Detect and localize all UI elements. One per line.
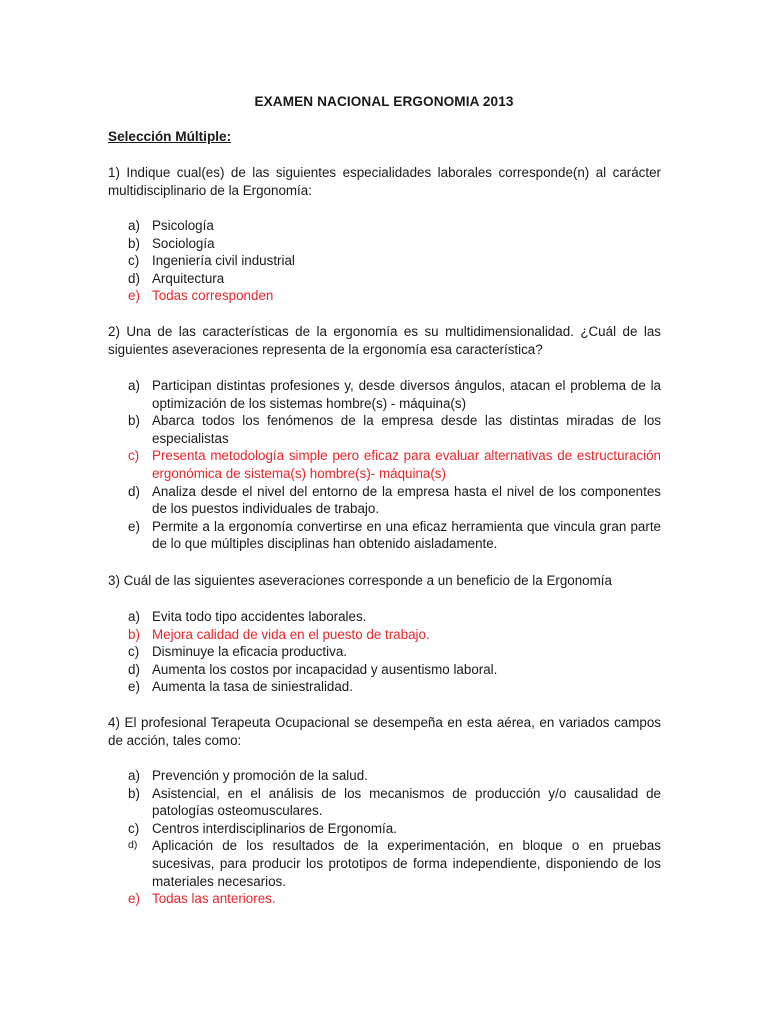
option-text: Mejora calidad de vida en el puesto de trabajo. (152, 626, 430, 642)
option-text: Ingeniería civil industrial (152, 253, 295, 269)
option-letter: c) (128, 820, 140, 836)
question-3-option-a (128, 608, 661, 626)
option-letter: a) (128, 218, 140, 233)
question-4-option-c (128, 820, 661, 838)
option-text: Prevención y promoción de la salud. (152, 768, 368, 783)
question-3-text: 3) Cuál de las siguientes aseveraciones corresponde a un beneficio de la Ergonomía (108, 573, 612, 588)
option-letter: d) (128, 483, 140, 499)
option-text: Sociología (152, 235, 215, 251)
question-1-option-c (128, 252, 661, 270)
question-1-option-e (128, 287, 661, 305)
option-text: Aumenta los costos por incapacidad y ausentismo laboral. (152, 661, 498, 677)
option-text: Aplicación de los resultados de la experimentación, en bloque o en pruebas sucesivas, para producir los prototipos de forma independiente, disponiendo de los materiales necesarios. (152, 838, 661, 889)
option-text: Psicología (152, 218, 214, 233)
option-text: Participan distintas profesiones y, desde diversos ángulos, atacan el problema de la optimización de los sistemas hombre(s) - máquina(s) (152, 378, 661, 411)
option-letter: e) (128, 288, 140, 304)
option-text: Disminuye la eficacia productiva. (152, 644, 347, 660)
question-1-text: 1) Indique cual(es) de las siguientes especialidades laborales corresponde(n) al carácter multidisciplinario de la Ergonomía: (108, 165, 661, 198)
option-text: Todas las anteriores. (152, 891, 276, 907)
question-3-options (128, 608, 661, 696)
question-4-option-e (128, 890, 661, 908)
question-2-option-a (128, 377, 661, 412)
question-2-options (128, 377, 661, 553)
option-text: Centros interdisciplinarios de Ergonomía. (152, 820, 397, 836)
option-letter: d) (128, 839, 138, 852)
question-4-option-d (128, 837, 661, 890)
question-1-option-a (128, 217, 661, 235)
option-letter: d) (128, 661, 140, 677)
question-2-text: 2) Una de las características de la ergonomía es su multidimensionalidad. ¿Cuál de las siguientes aseveraciones representa de la ergonomía esa característica? (108, 324, 661, 357)
option-letter: c) (128, 448, 140, 464)
question-2-option-d (128, 483, 661, 518)
question-2-option-e (128, 518, 661, 553)
question-2-option-c (128, 447, 661, 482)
option-letter: c) (128, 644, 140, 660)
question-3-option-e (128, 678, 661, 696)
question-1-option-d (128, 270, 661, 288)
question-2-option-b (128, 412, 661, 447)
question-4-options (128, 767, 661, 908)
question-1-options (128, 217, 661, 305)
option-letter: a) (128, 609, 140, 624)
page-title: EXAMEN NACIONAL ERGONOMIA 2013 (254, 94, 514, 109)
option-letter: d) (128, 270, 140, 286)
question-3-option-c (128, 643, 661, 661)
option-letter: b) (128, 785, 140, 801)
option-text: Arquitectura (152, 270, 225, 286)
option-letter: a) (128, 768, 140, 783)
option-letter: b) (128, 413, 140, 429)
option-text: Abarca todos los fenómenos de la empresa desde las distintas miradas de los especialistas (152, 413, 661, 446)
question-3-option-b (128, 626, 661, 644)
option-text: Presenta metodología simple pero eficaz para evaluar alternativas de estructuración ergonómica de sistema(s) hombre(s)- máquina(s) (152, 448, 661, 481)
question-3-option-d (128, 661, 661, 679)
question-1-option-b (128, 235, 661, 253)
question-4-option-b (128, 785, 661, 820)
option-letter: e) (128, 518, 140, 534)
option-text: Asistencial, en el análisis de los mecanismos de producción y/o causalidad de patologías osteomusculares. (152, 785, 661, 819)
option-text: Todas corresponden (152, 288, 274, 304)
option-letter: a) (128, 378, 140, 393)
option-text: Evita todo tipo accidentes laborales. (152, 609, 367, 624)
option-text: Analiza desde el nivel del entorno de la empresa hasta el nivel de los componentes de los puestos individuales de trabajo. (152, 483, 661, 517)
option-letter: e) (128, 679, 140, 695)
question-4-option-a (128, 767, 661, 785)
option-letter: c) (128, 253, 140, 269)
option-letter: b) (128, 235, 140, 251)
option-letter: b) (128, 626, 140, 642)
question-4-text: 4) El profesional Terapeuta Ocupacional se desempeña en esta aérea, en variados campos de acción, tales como: (108, 715, 661, 748)
option-letter: e) (128, 891, 140, 907)
section-heading: Selección Múltiple: (108, 129, 232, 144)
option-text: Aumenta la tasa de siniestralidad. (152, 679, 353, 695)
option-text: Permite a la ergonomía convertirse en una eficaz herramienta que vincula gran parte de lo que múltiples disciplinas han obtenido aisladamente. (152, 518, 661, 552)
